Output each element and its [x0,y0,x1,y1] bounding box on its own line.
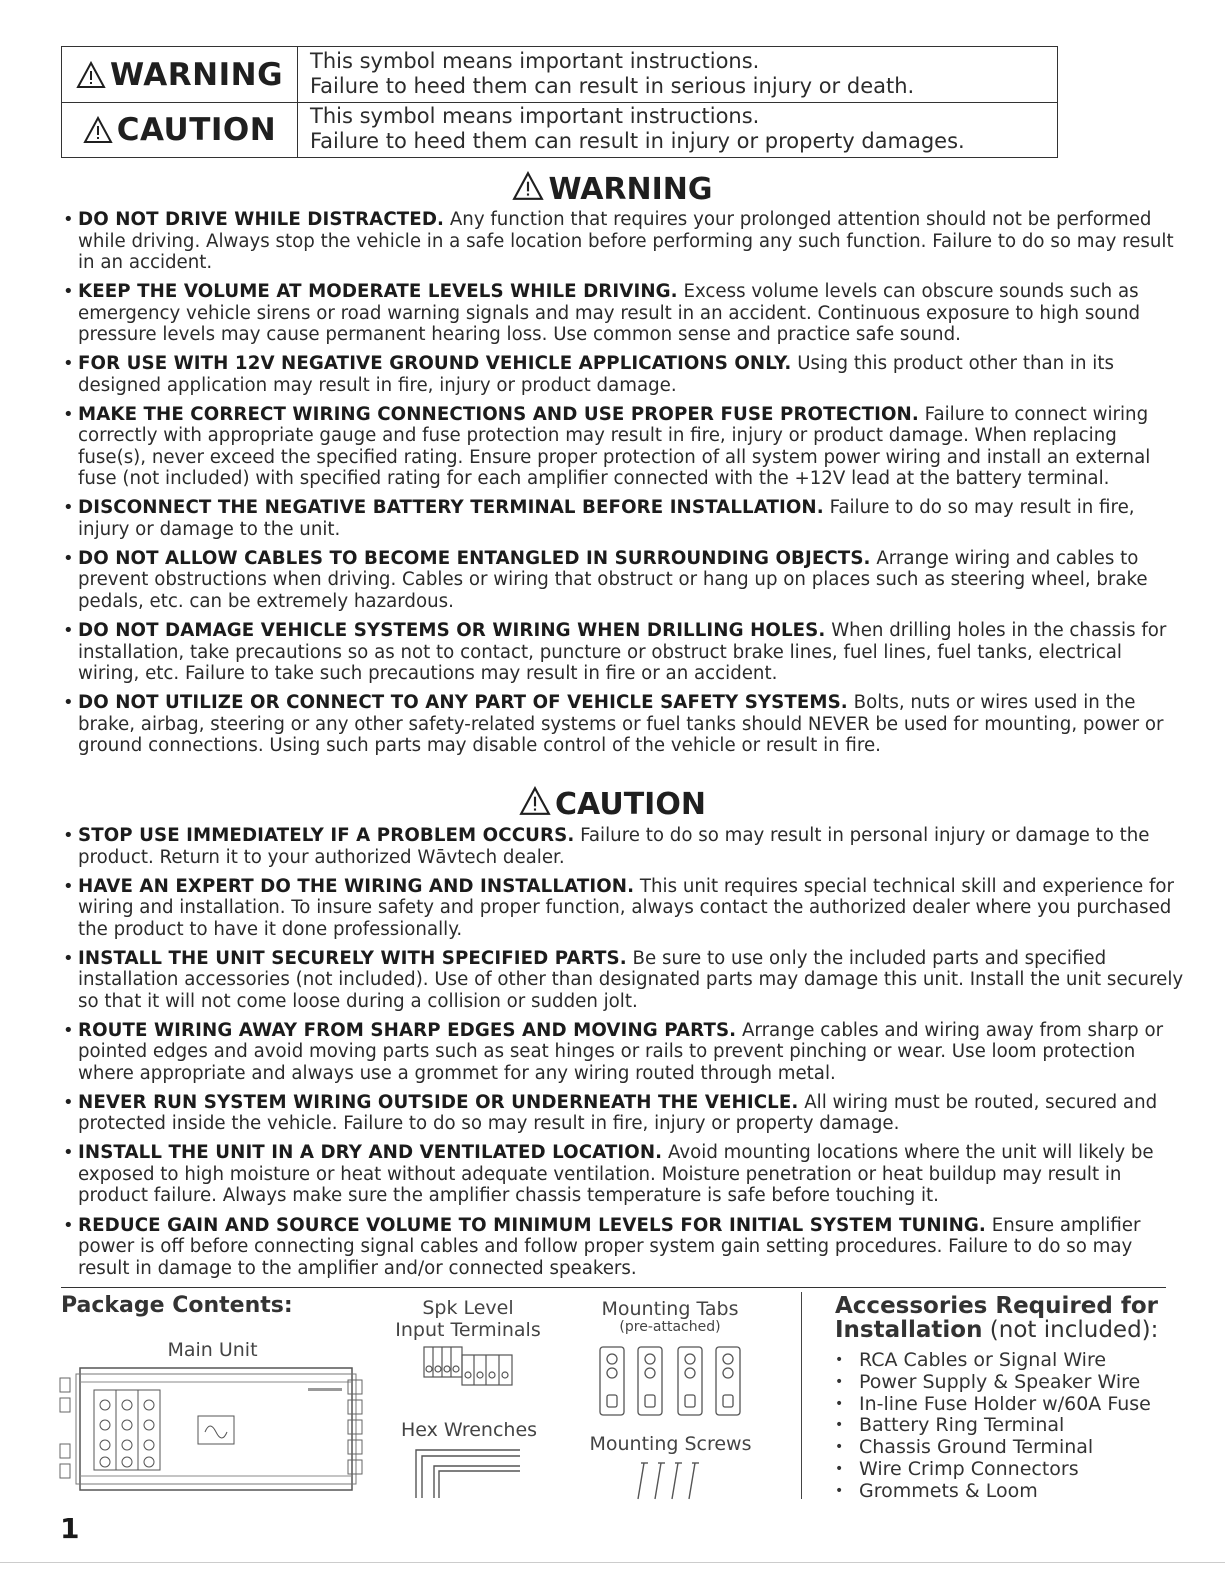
accessories-list [835,1350,1151,1503]
accessories-title-line-1: Accessories Required for [835,1293,1158,1319]
caution-item [78,1215,1188,1280]
caution-item [78,948,1188,1013]
accessory-item: • Wire Crimp Connectors [835,1459,1151,1481]
main-unit-illustration [58,1360,368,1500]
warning-item [78,548,1188,613]
item-body: Be sure to use only the included parts and specified installation accessories (not included). Use of other than designated parts may damage this unit. Install the unit securely so that it will not come loose during a collision or sudden jolt. [78,947,1184,1012]
warning-section-heading [0,171,1225,207]
item-body: Failure to do so may result in personal injury or damage to the product. Return it to your authorized Wāvtech dealer. [78,825,1150,868]
spk-level-line-2: Input Terminals [395,1319,541,1341]
item-head: DO NOT ALLOW CABLES TO BECOME ENTANGLED IN SURROUNDING OBJECTS. [78,547,871,569]
item-head: MAKE THE CORRECT WIRING CONNECTIONS AND USE PROPER FUSE PROTECTION. [78,403,919,425]
warning-item [78,497,1188,540]
accessory-item: • Grommets & Loom [835,1481,1151,1503]
item-body: Arrange cables and wiring away from sharp or pointed edges and avoid moving parts such as seat hinges or rails to prevent pinching or wear. Use loom protection where appropriate and always use a grommet for any wiring routed through metal. [78,1019,1164,1084]
warning-item [78,404,1188,490]
item-body: Failure to do so may result in fire, injury or damage to the unit. [78,497,1135,540]
accessories-title [835,1294,1158,1342]
legend-row-warning [62,47,1057,103]
page-number: 1 [60,1512,80,1545]
caution-line-2: Failure to heed them can result in injury or property damages. [310,129,965,153]
item-head: ROUTE WIRING AWAY FROM SHARP EDGES AND MOVING PARTS. [78,1019,737,1041]
item-head: STOP USE IMMEDIATELY IF A PROBLEM OCCURS. [78,825,575,846]
main-unit-label: Main Unit [167,1339,258,1361]
item-body: When drilling holes in the chassis for installation, take precautions so as not to contact, puncture or obstruct brake lines, fuel lines, fuel tanks, electrical wiring, etc. Failure to take such precautions may result in fire or an accident. [78,620,1167,685]
warning-triangle-icon [76,61,106,89]
mounting-screws-label: Mounting Screws [589,1433,752,1455]
warning-label: WARNING [109,56,284,93]
input-terminals-illustration [422,1345,517,1395]
item-body: This unit requires special technical skill and experience for wiring and installation. To insure safety and proper function, always contact the authorized dealer where you purchased the product to have it done professionally. [78,875,1174,940]
package-contents-title: Package Contents: [61,1293,293,1318]
caution-triangle-icon [83,116,113,144]
caution-item [78,1020,1188,1085]
accessories-not-included: (not included): [982,1317,1159,1343]
accessory-item: • Chassis Ground Terminal [835,1437,1151,1459]
item-head: DO NOT UTILIZE OR CONNECT TO ANY PART OF VEHICLE SAFETY SYSTEMS. [78,692,848,714]
item-body: Bolts, nuts or wires used in the brake, airbag, steering or any other safety-related systems or fuel tanks should NEVER be used for mounting, power or ground connections. Using such parts may disable control of the vehicle or result in fire. [78,692,1164,757]
warning-section-title: WARNING [548,172,713,207]
caution-item [78,876,1188,941]
mounting-tabs-illustration [598,1343,744,1419]
warning-item [78,209,1188,274]
warning-item [78,620,1188,685]
warning-item [78,281,1188,346]
warning-list [78,209,1188,764]
warning-description [310,49,1049,99]
item-body: Ensure amplifier power is off before connecting signal cables and follow proper system gain setting procedures. Failure to do so may result in damage to the amplifier and/or connected speakers. [78,1214,1141,1279]
caution-label: CAUTION [116,111,277,148]
warning-heading-triangle-icon [512,171,544,201]
caution-item [78,825,1188,868]
caution-heading-triangle-icon [519,786,551,816]
item-body: All wiring must be routed, secured and protected inside the vehicle. Failure to do so may result in fire, injury or property damage. [78,1091,1158,1135]
pre-attached-label: (pre-attached) [619,1319,721,1335]
item-body: Using this product other than in its designed application may result in fire, injury or product damage. [78,353,1114,396]
item-head: DO NOT DRIVE WHILE DISTRACTED. [78,209,445,230]
item-body: Any function that requires your prolonged attention should not be performed while driving. Always stop the vehicle in a safe location before performing any such function. Failure to do so may result in an accident. [78,209,1174,273]
column-divider [801,1292,802,1499]
hex-wrenches-label: Hex Wrenches [400,1419,538,1441]
caution-list [78,825,1188,1287]
mounting-screws-illustration [632,1459,712,1501]
item-body: Excess volume levels can obscure sounds such as emergency vehicle sirens or road warning signals and may result in an accident. Continuous exposure to high sound pressure levels may cause permanent hearing loss. Use common sense and practice safe sound. [78,281,1141,346]
item-head: INSTALL THE UNIT SECURELY WITH SPECIFIED PARTS. [78,947,627,969]
item-head: DO NOT DAMAGE VEHICLE SYSTEMS OR WIRING WHEN DRILLING HOLES. [78,620,826,642]
item-head: HAVE AN EXPERT DO THE WIRING AND INSTALLATION. [78,875,635,897]
caution-item [78,1142,1188,1207]
item-body: Avoid mounting locations where the unit will likely be exposed to high moisture or heat without adequate ventilation. Moisture penetration or heat buildup may result in product failure. Always make sure the amplifier chassis temperature is safe before touching it. [78,1142,1154,1207]
caution-section-heading [0,786,1225,822]
spk-level-label [378,1297,558,1341]
section-divider [61,1287,1166,1288]
caution-description [310,104,1049,154]
symbol-legend-table [61,46,1058,158]
accessory-item: • Power Supply & Speaker Wire [835,1372,1151,1394]
item-body: Arrange wiring and cables to prevent obstructions when driving. Cables or wiring that obstruct or hang up on places such as steering wheel, brake pedals, etc. can be extremely hazardous. [78,547,1148,612]
spk-level-line-1: Spk Level [422,1297,514,1319]
item-body: Failure to connect wiring correctly with appropriate gauge and fuse protection may result in fire, injury or product damage. When replacing fuse(s), never exceed the specified rating. Ensure proper protection of all system power wiring and install an external fuse (not included) with specified rating for each amplifier connected with the +12V lead at the battery terminal. [78,403,1151,490]
caution-label-cell [62,102,298,157]
item-head: FOR USE WITH 12V NEGATIVE GROUND VEHICLE APPLICATIONS ONLY. [78,353,792,375]
legend-row-caution [62,102,1057,157]
warning-line-2: Failure to heed them can result in serious injury or death. [310,74,915,98]
item-head: INSTALL THE UNIT IN A DRY AND VENTILATED LOCATION. [78,1142,663,1164]
caution-item [78,1092,1188,1135]
mounting-tabs-label: Mounting Tabs [601,1298,739,1320]
item-head: REDUCE GAIN AND SOURCE VOLUME TO MINIMUM LEVELS FOR INITIAL SYSTEM TUNING. [78,1214,986,1236]
item-head: NEVER RUN SYSTEM WIRING OUTSIDE OR UNDERNEATH THE VEHICLE. [78,1091,799,1113]
caution-section-title: CAUTION [555,787,706,822]
accessories-title-line-2: Installation [835,1317,983,1343]
accessory-item: • RCA Cables or Signal Wire [835,1350,1151,1372]
hex-wrench-illustration [412,1444,527,1500]
warning-line-1: This symbol means important instructions. [310,49,760,73]
item-head: DISCONNECT THE NEGATIVE BATTERY TERMINAL BEFORE INSTALLATION. [78,497,824,519]
accessory-item: • In-line Fuse Holder w/60A Fuse [835,1394,1151,1416]
item-head: KEEP THE VOLUME AT MODERATE LEVELS WHILE DRIVING. [78,281,678,303]
warning-label-cell [62,47,298,102]
caution-line-1: This symbol means important instructions. [310,104,760,128]
accessory-item: • Battery Ring Terminal [835,1415,1151,1437]
warning-item [78,692,1188,757]
warning-item [78,353,1188,396]
bottom-rule [0,1562,1225,1563]
